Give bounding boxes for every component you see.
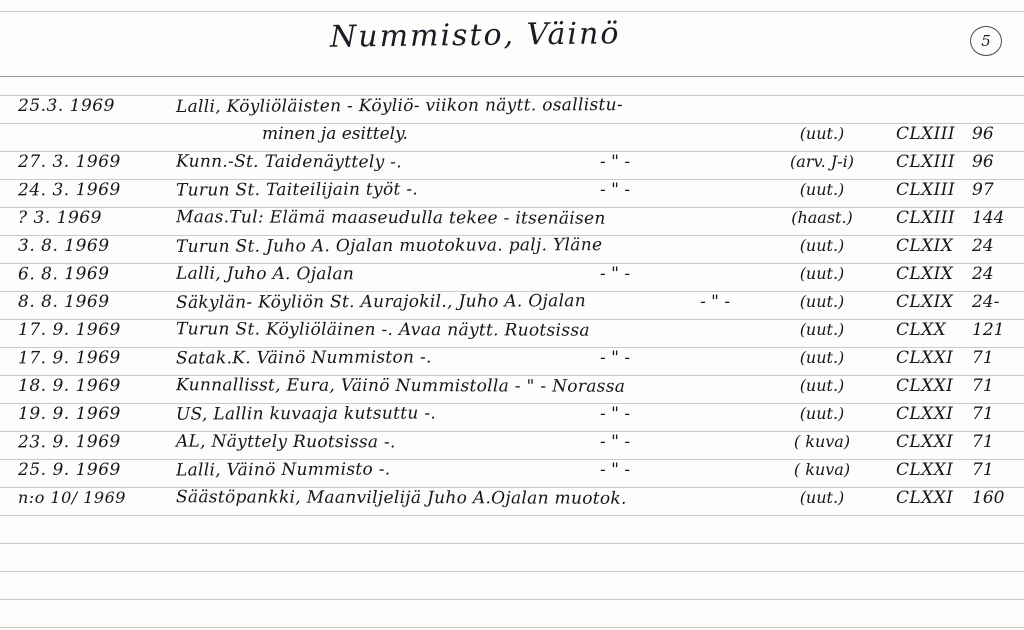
entry-reference: CLXXI <box>896 432 954 452</box>
entry-reference: CLXIII <box>896 180 955 200</box>
page-title: Nummisto, Väinö <box>329 16 621 55</box>
entry-reference: CLXXI <box>896 460 954 480</box>
ruled-line <box>0 571 1024 572</box>
entry-reference-number: 71 <box>972 404 994 424</box>
entry-description: Turun St. Juho A. Ojalan muotokuva. palj. Yläne <box>175 235 603 257</box>
list-item <box>0 292 1024 320</box>
entry-date: 3. 8. 1969 <box>18 236 110 256</box>
entry-date: 27. 3. 1969 <box>18 152 121 172</box>
ruled-line <box>0 599 1024 600</box>
entry-reference-number: 71 <box>972 460 994 480</box>
list-item <box>0 96 1024 152</box>
entry-note: (uut.) <box>799 124 845 143</box>
entry-reference: CLXXI <box>896 348 954 368</box>
entry-reference: CLXXI <box>896 404 954 424</box>
entry-description: Maas.Tul: Elämä maaseudulla tekee - itsenäisen <box>175 207 606 229</box>
entry-reference-number: 24 <box>972 264 994 284</box>
entry-description: Lalli, Juho A. Ojalan <box>175 263 355 285</box>
entry-ditto: - " - <box>600 460 631 480</box>
entry-date: 17. 9. 1969 <box>17 347 121 369</box>
entry-ditto: - " - <box>600 404 631 424</box>
entry-ditto: - " - <box>600 180 631 200</box>
entry-reference-number: 71 <box>972 432 994 452</box>
entry-reference: CLXIII <box>896 124 955 144</box>
entry-reference-number: 71 <box>972 348 994 368</box>
list-item <box>0 488 1024 516</box>
entry-note: (uut.) <box>799 404 845 423</box>
entry-note: (uut.) <box>799 348 845 367</box>
entry-note: (haast.) <box>791 208 853 227</box>
entry-ditto: - " - <box>600 264 631 284</box>
list-item <box>0 152 1024 180</box>
entry-ditto: - " - <box>600 432 631 452</box>
entry-description-cont: minen ja esittely. <box>262 124 408 144</box>
entry-date: 18. 9. 1969 <box>18 376 121 396</box>
entry-reference: CLXIX <box>896 264 954 284</box>
entry-reference: CLXIX <box>896 292 954 312</box>
entry-reference-number: 121 <box>972 320 1005 340</box>
entry-date: 19. 9. 1969 <box>18 404 121 424</box>
entry-note: (uut.) <box>799 292 845 311</box>
entry-reference: CLXIII <box>896 208 955 228</box>
entry-reference-number: 160 <box>972 488 1005 508</box>
list-item <box>0 320 1024 348</box>
entry-note: (arv. J-i) <box>790 152 854 171</box>
entry-reference: CLXXI <box>896 488 954 508</box>
list-item <box>0 432 1024 460</box>
ruled-line <box>0 627 1024 628</box>
entry-reference-number: 144 <box>972 208 1005 228</box>
list-item <box>0 376 1024 404</box>
entry-description: Kunn.-St. Taidenäyttely -. <box>175 151 402 173</box>
entry-ditto: - " - <box>700 292 731 312</box>
entry-description: Kunnallisst, Eura, Väinö Nummistolla - " - Norassa <box>175 375 626 397</box>
entry-note: (uut.) <box>799 180 845 199</box>
entry-reference: CLXIII <box>896 152 955 172</box>
entry-reference-number: 97 <box>972 180 994 200</box>
entry-reference-number: 24- <box>972 292 1000 312</box>
entry-date: 25.3. 1969 <box>18 96 115 116</box>
entry-date: 24. 3. 1969 <box>17 179 121 201</box>
entry-note: (uut.) <box>799 376 845 395</box>
entry-description: Säästöpankki, Maanviljelijä Juho A.Ojalan muotok. <box>175 487 627 509</box>
list-item <box>0 404 1024 432</box>
entry-reference: CLXXI <box>896 376 954 396</box>
entry-note: (uut.) <box>799 320 845 339</box>
entry-date: 8. 8. 1969 <box>18 292 110 312</box>
entry-date: ? 3. 1969 <box>18 208 102 228</box>
entry-description: US, Lallin kuvaaja kutsuttu -. <box>175 403 437 425</box>
list-item <box>0 208 1024 236</box>
entry-date: 17. 9. 1969 <box>18 320 121 340</box>
list-item <box>0 460 1024 488</box>
entry-description: Lalli, Köyliöläisten - Köyliö- viikon näytt. osallistu- <box>175 95 623 117</box>
list-item <box>0 348 1024 376</box>
entry-reference: CLXIX <box>896 236 954 256</box>
entry-list <box>0 96 1024 516</box>
list-item <box>0 180 1024 208</box>
entry-note: ( kuva) <box>793 460 851 479</box>
entry-reference-number: 96 <box>972 152 994 172</box>
entry-date: 6. 8. 1969 <box>17 263 110 285</box>
entry-date: 23. 9. 1969 <box>17 431 121 453</box>
entry-date: n:o 10/ 1969 <box>18 488 126 507</box>
entry-description: Satak.K. Väinö Nummiston -. <box>175 347 432 369</box>
entry-note: (uut.) <box>799 264 845 283</box>
entry-note: (uut.) <box>799 236 845 255</box>
list-item <box>0 264 1024 292</box>
ruled-line <box>0 543 1024 544</box>
entry-description: Turun St. Köyliöläinen -. Avaa näytt. Ruotsissa <box>175 319 590 341</box>
entry-ditto: - " - <box>600 152 631 172</box>
title-zone <box>0 0 1024 78</box>
entry-note: (uut.) <box>799 488 845 507</box>
entry-description: Turun St. Taiteilijain työt -. <box>175 179 419 201</box>
entry-date: 25. 9. 1969 <box>18 460 121 480</box>
entry-reference-number: 71 <box>972 376 994 396</box>
entry-reference-number: 24 <box>972 236 994 256</box>
entry-note: ( kuva) <box>793 432 851 451</box>
entry-description: Säkylän- Köyliön St. Aurajokil., Juho A. Ojalan <box>175 291 587 313</box>
entry-description: AL, Näyttely Ruotsissa -. <box>175 431 396 453</box>
entry-reference-number: 96 <box>972 124 994 144</box>
entry-description: Lalli, Väinö Nummisto -. <box>175 459 391 481</box>
entry-ditto: - " - <box>600 348 631 368</box>
entry-reference: CLXX <box>896 320 947 340</box>
page-number: 5 <box>970 26 1002 56</box>
list-item <box>0 236 1024 264</box>
